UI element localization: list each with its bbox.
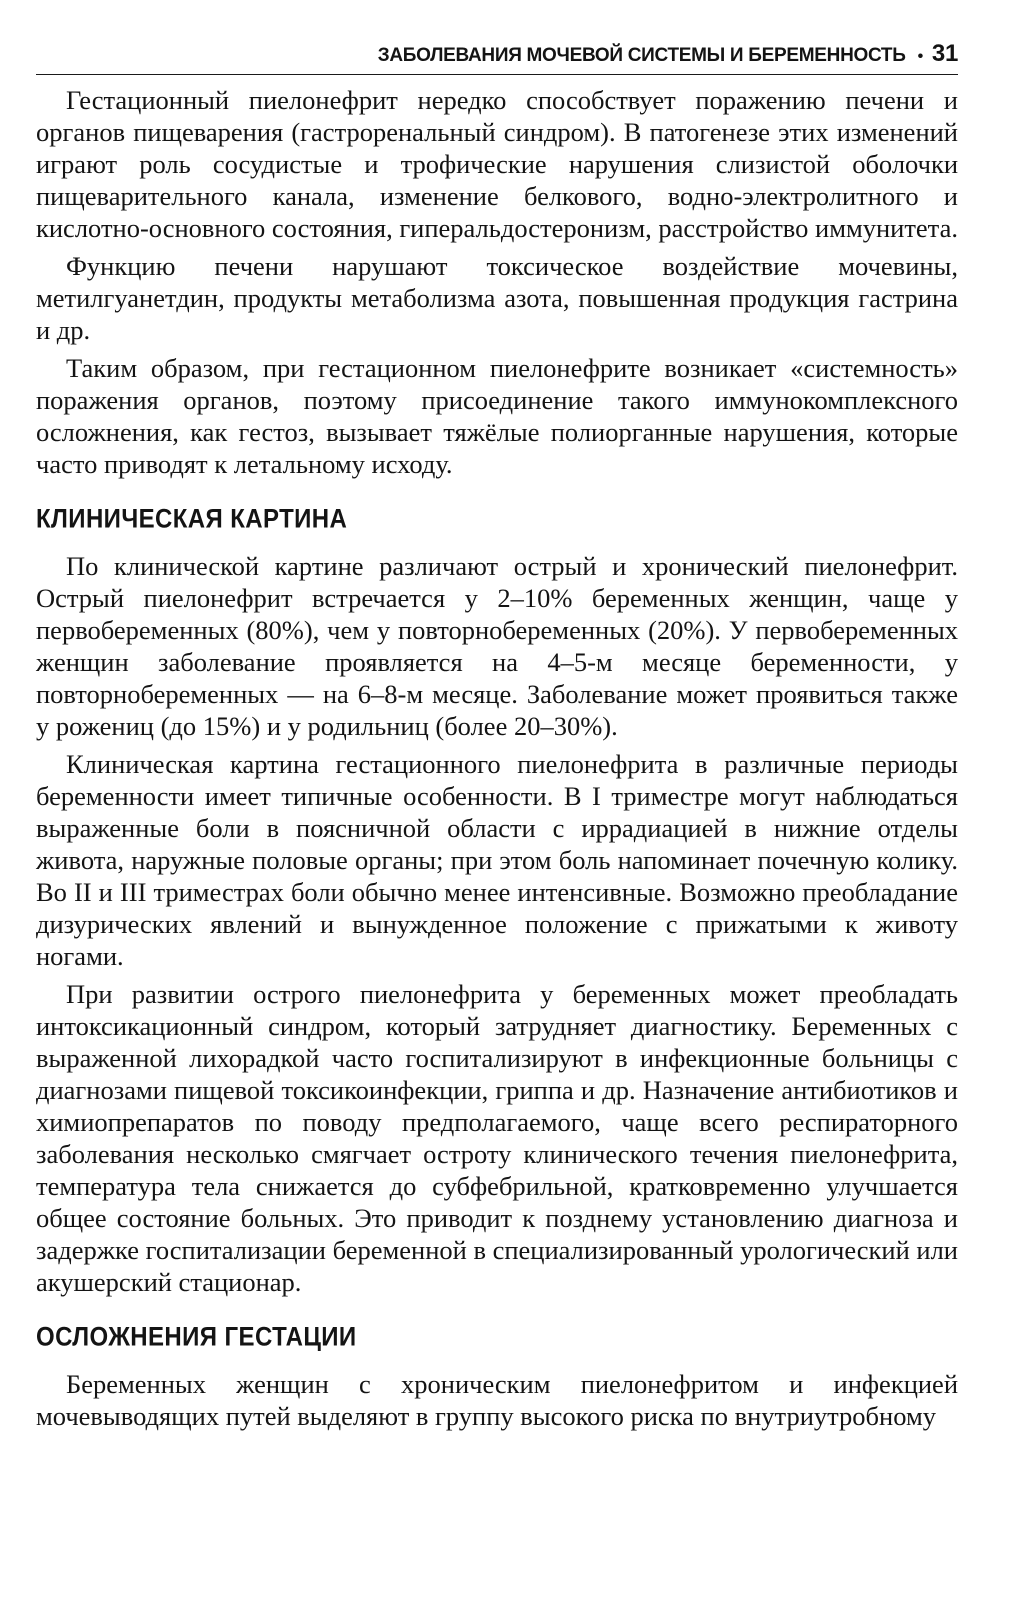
running-header [36,40,958,75]
paragraph: По клинической картине различают острый и хронический пиелонефрит. Острый пиелонефрит встречается у 2–10% беременных женщин, чаще у первобеременных (80%), чем у повторнобеременных (20%). У первобеременных женщин заболевание проявляется на 4–5-м месяце беременности, у повторнобеременных — на 6–8-м месяце. Заболевание может проявиться также у рожениц (до 15%) и у родильниц (более 20–30%). [36,551,958,741]
paragraph: Таким образом, при гестационном пиелонефрите возникает «системность» поражения органов, поэтому присоединение такого иммунокомплексного осложнения, как гестоз, вызывает тяжёлые полиорганные нарушения, которые часто приводят к летальному исходу. [36,353,958,479]
paragraph: При развитии острого пиелонефрита у беременных может преобладать интоксикационный синдром, который затрудняет диагностику. Беременных с выраженной лихорадкой часто госпитализируют в инфекционные больницы с диагнозами пищевой токсикоинфекции, гриппа и др. Назначение антибиотиков и химиопрепаратов по поводу предполагаемого, чаще всего респираторного заболевания несколько смягчает остроту клинического течения пиелонефрита, температура тела снижается до субфебрильной, кратковременно улучшается общее состояние больных. Это приводит к позднему установлению диагноза и задержке госпитализации беременной в специализированный урологический или акушерский стационар. [36,979,958,1297]
paragraph: Функцию печени нарушают токсическое воздействие мочевины, метилгуанетдин, продукты метаболизма азота, повышенная продукция гастрина и др. [36,251,958,345]
book-page [36,40,958,1438]
paragraph: Клиническая картина гестационного пиелонефрита в различные периоды беременности имеет типичные особенности. В I триместре могут наблюдаться выраженные боли в поясничной области с иррадиацией в нижние отделы живота, наружные половые органы; при этом боль напоминает почечную колику. Во II и III триместрах боли обычно менее интенсивные. Возможно преобладание дизурических явлений и вынужденное положение с прижатыми к животу ногами. [36,749,958,971]
section-heading-complications: ОСЛОЖНЕНИЯ ГЕСТАЦИИ [36,1322,357,1353]
running-title: ЗАБОЛЕВАНИЯ МОЧЕВОЙ СИСТЕМЫ И БЕРЕМЕННОСТЬ [377,45,906,66]
page-number: 31 [931,40,958,67]
page-body [36,84,958,1432]
bullet-separator: • [917,48,923,65]
section-heading-clinical: КЛИНИЧЕСКАЯ КАРТИНА [36,504,348,535]
paragraph: Беременных женщин с хроническим пиелонефритом и инфекцией мочевыводящих путей выделяют в группу высокого риска по внутриутробному [36,1369,958,1431]
paragraph: Гестационный пиелонефрит нередко способствует поражению печени и органов пищеварения (гастроренальный синдром). В патогенезе этих изменений играют роль сосудистые и трофические нарушения слизистой оболочки пищеварительного канала, изменение белкового, водно-электролитного и кислотно-основного состояния, гиперальдостеронизм, расстройство иммунитета. [36,85,958,243]
